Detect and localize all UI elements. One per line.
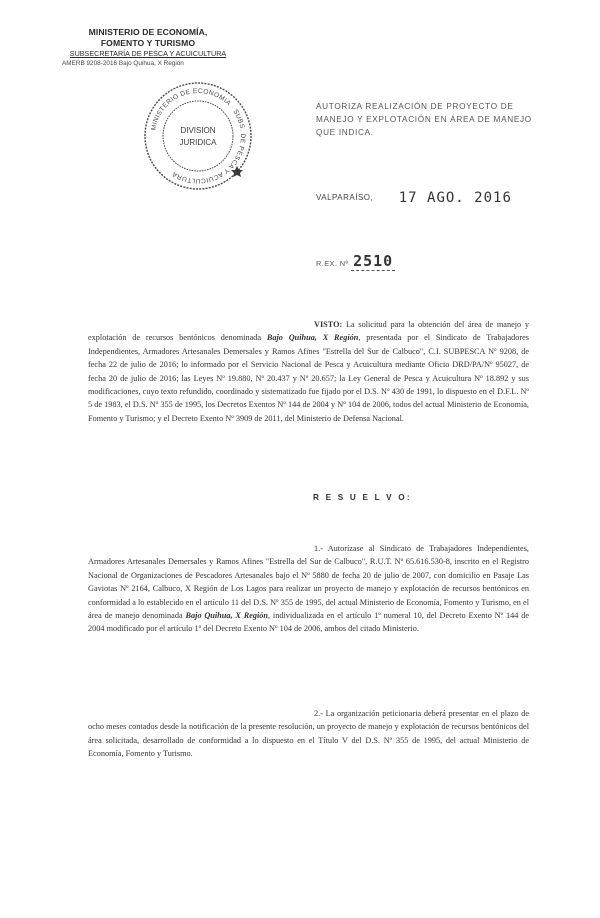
article-1-number: 1.- — [314, 544, 323, 553]
resuelvo-heading: R E S U E L V O: — [313, 493, 412, 502]
article-2-number: 2.- — [314, 709, 323, 718]
article-2-text: La organización peticionaria deberá presentar en el plazo de ocho meses contados desde la notificación de la presente resolución, un proyecto de manejo y explotación de recursos bentónicos del área solicitada, desarrollado de conformidad a lo dispuesto en el Título V del D.S. Nº 355 de 1995, del actual Ministerio de Economía, Fomento y Turismo. — [88, 709, 529, 759]
dateline-date-stamp: 17 AGO. 2016 — [398, 190, 512, 206]
visto-text-a: La solicitud para la obtención del área de manejo y explotación de recursos bentónicos denominada — [88, 320, 529, 343]
visto-text-b: , presentada por el Sindicato de Trabajadores Independientes, Armadores Artesanales Demersales y Ramos Afines "Estrella del Sur de Calbuco", C.I. SUBPESCA Nº 9208, de fecha 22 de julio de 2016; lo informado por el Servicio Nacional de Pesca y Acuicultura mediante Oficio DRD/PA/Nº 95027, de fecha 20 de julio de 2016; las Leyes Nº 19.880, Nº 20.437 y Nº 20.657; la Ley General de Pesca y Acuicultura Nº 18.892 y sus modificaciones, cuyo texto refundido, coordinado y sistematizado fue fijado por el D.S. Nº 430 de 1991, lo dispuesto en el D.F.L. Nº 5 de 1983, el D.S. Nº 355 de 1995, los Decretos Exentos Nº 144 de 2004 y Nº 104 de 2006, todos del actual Ministerio de Economía, Fomento y Turismo; y el Decreto Exento Nº 3909 de 2011, del Ministerio de Defensa Nacional. — [88, 333, 530, 423]
visto-label: VISTO: — [314, 320, 343, 329]
ministry-name-line1: MINISTERIO DE ECONOMÍA, — [88, 27, 208, 37]
ministry-name-line2: FOMENTO Y TURISMO — [100, 38, 196, 48]
article-1-text-b: , individualizada en el artículo 1º numeral 10, del Decreto Exento Nº 144 de 2004 modificado por el artículo 1º del Decreto Exento Nº 104 de 2006, ambos del citado Ministerio. — [88, 611, 530, 634]
subsecretaria-name: SUBSECRETARÍA DE PESCA Y ACUICULTURA — [69, 49, 227, 58]
article-2-paragraph — [88, 707, 529, 761]
dateline — [316, 190, 512, 206]
stamp-center-line1: DIVISION — [180, 126, 216, 135]
resolution-number-value: 2510 — [353, 252, 394, 270]
article-1-area-name: Bajo Quihua, X Región — [185, 611, 269, 621]
resolution-subject: AUTORIZA REALIZACIÓN DE PROYECTO DE MANEJO Y EXPLOTACIÓN EN ÁREA DE MANEJO QUE INDICA. — [316, 102, 532, 137]
letterhead — [58, 27, 238, 69]
resolution-number — [316, 252, 395, 270]
stamp-graphic — [140, 78, 256, 194]
file-reference: AMERB 9208-2016 Bajo Quihua, X Región — [62, 60, 184, 67]
juridical-division-stamp — [140, 78, 256, 194]
stamp-center-line2: JURIDICA — [179, 138, 217, 147]
dateline-place: VALPARAÍSO, — [316, 193, 374, 202]
article-1-text-a: Autorízase al Sindicato de Trabajadores Independientes, Armadores Artesanales Demersales y Ramos Afines "Estrella del Sur de Calbuco", R.U.T. Nº 65.616.530-8, inscrito en el Registro Nacional de Organizaciones de Pescadores Artesanales bajo el Nº 5880 de fecha 20 de julio de 2007, con domicilio en Pasaje Las Gaviotas Nº 2164, Calbuco, X Región de Los Lagos para realizar un proyecto de manejo y explotación de recursos bentónicos en conformidad a lo establecido en el artículo 11 del D.S. Nº 355 de 1995, del actual Ministerio de Economía, Fomento y Turismo, en el área de manejo denominada — [88, 544, 529, 621]
svg-text:MINISTERIO DE ECONOMIA · SUBS. — [150, 88, 246, 184]
resolution-prefix: R.EX. Nº — [316, 259, 349, 268]
article-1-paragraph — [88, 542, 529, 636]
visto-area-name: Bajo Quihua, X Región — [266, 333, 359, 343]
visto-paragraph — [88, 318, 529, 425]
stamp-ring-text: MINISTERIO DE ECONOMIA · SUBS. DE PESCA Y ACUICULTURA — [150, 87, 247, 185]
